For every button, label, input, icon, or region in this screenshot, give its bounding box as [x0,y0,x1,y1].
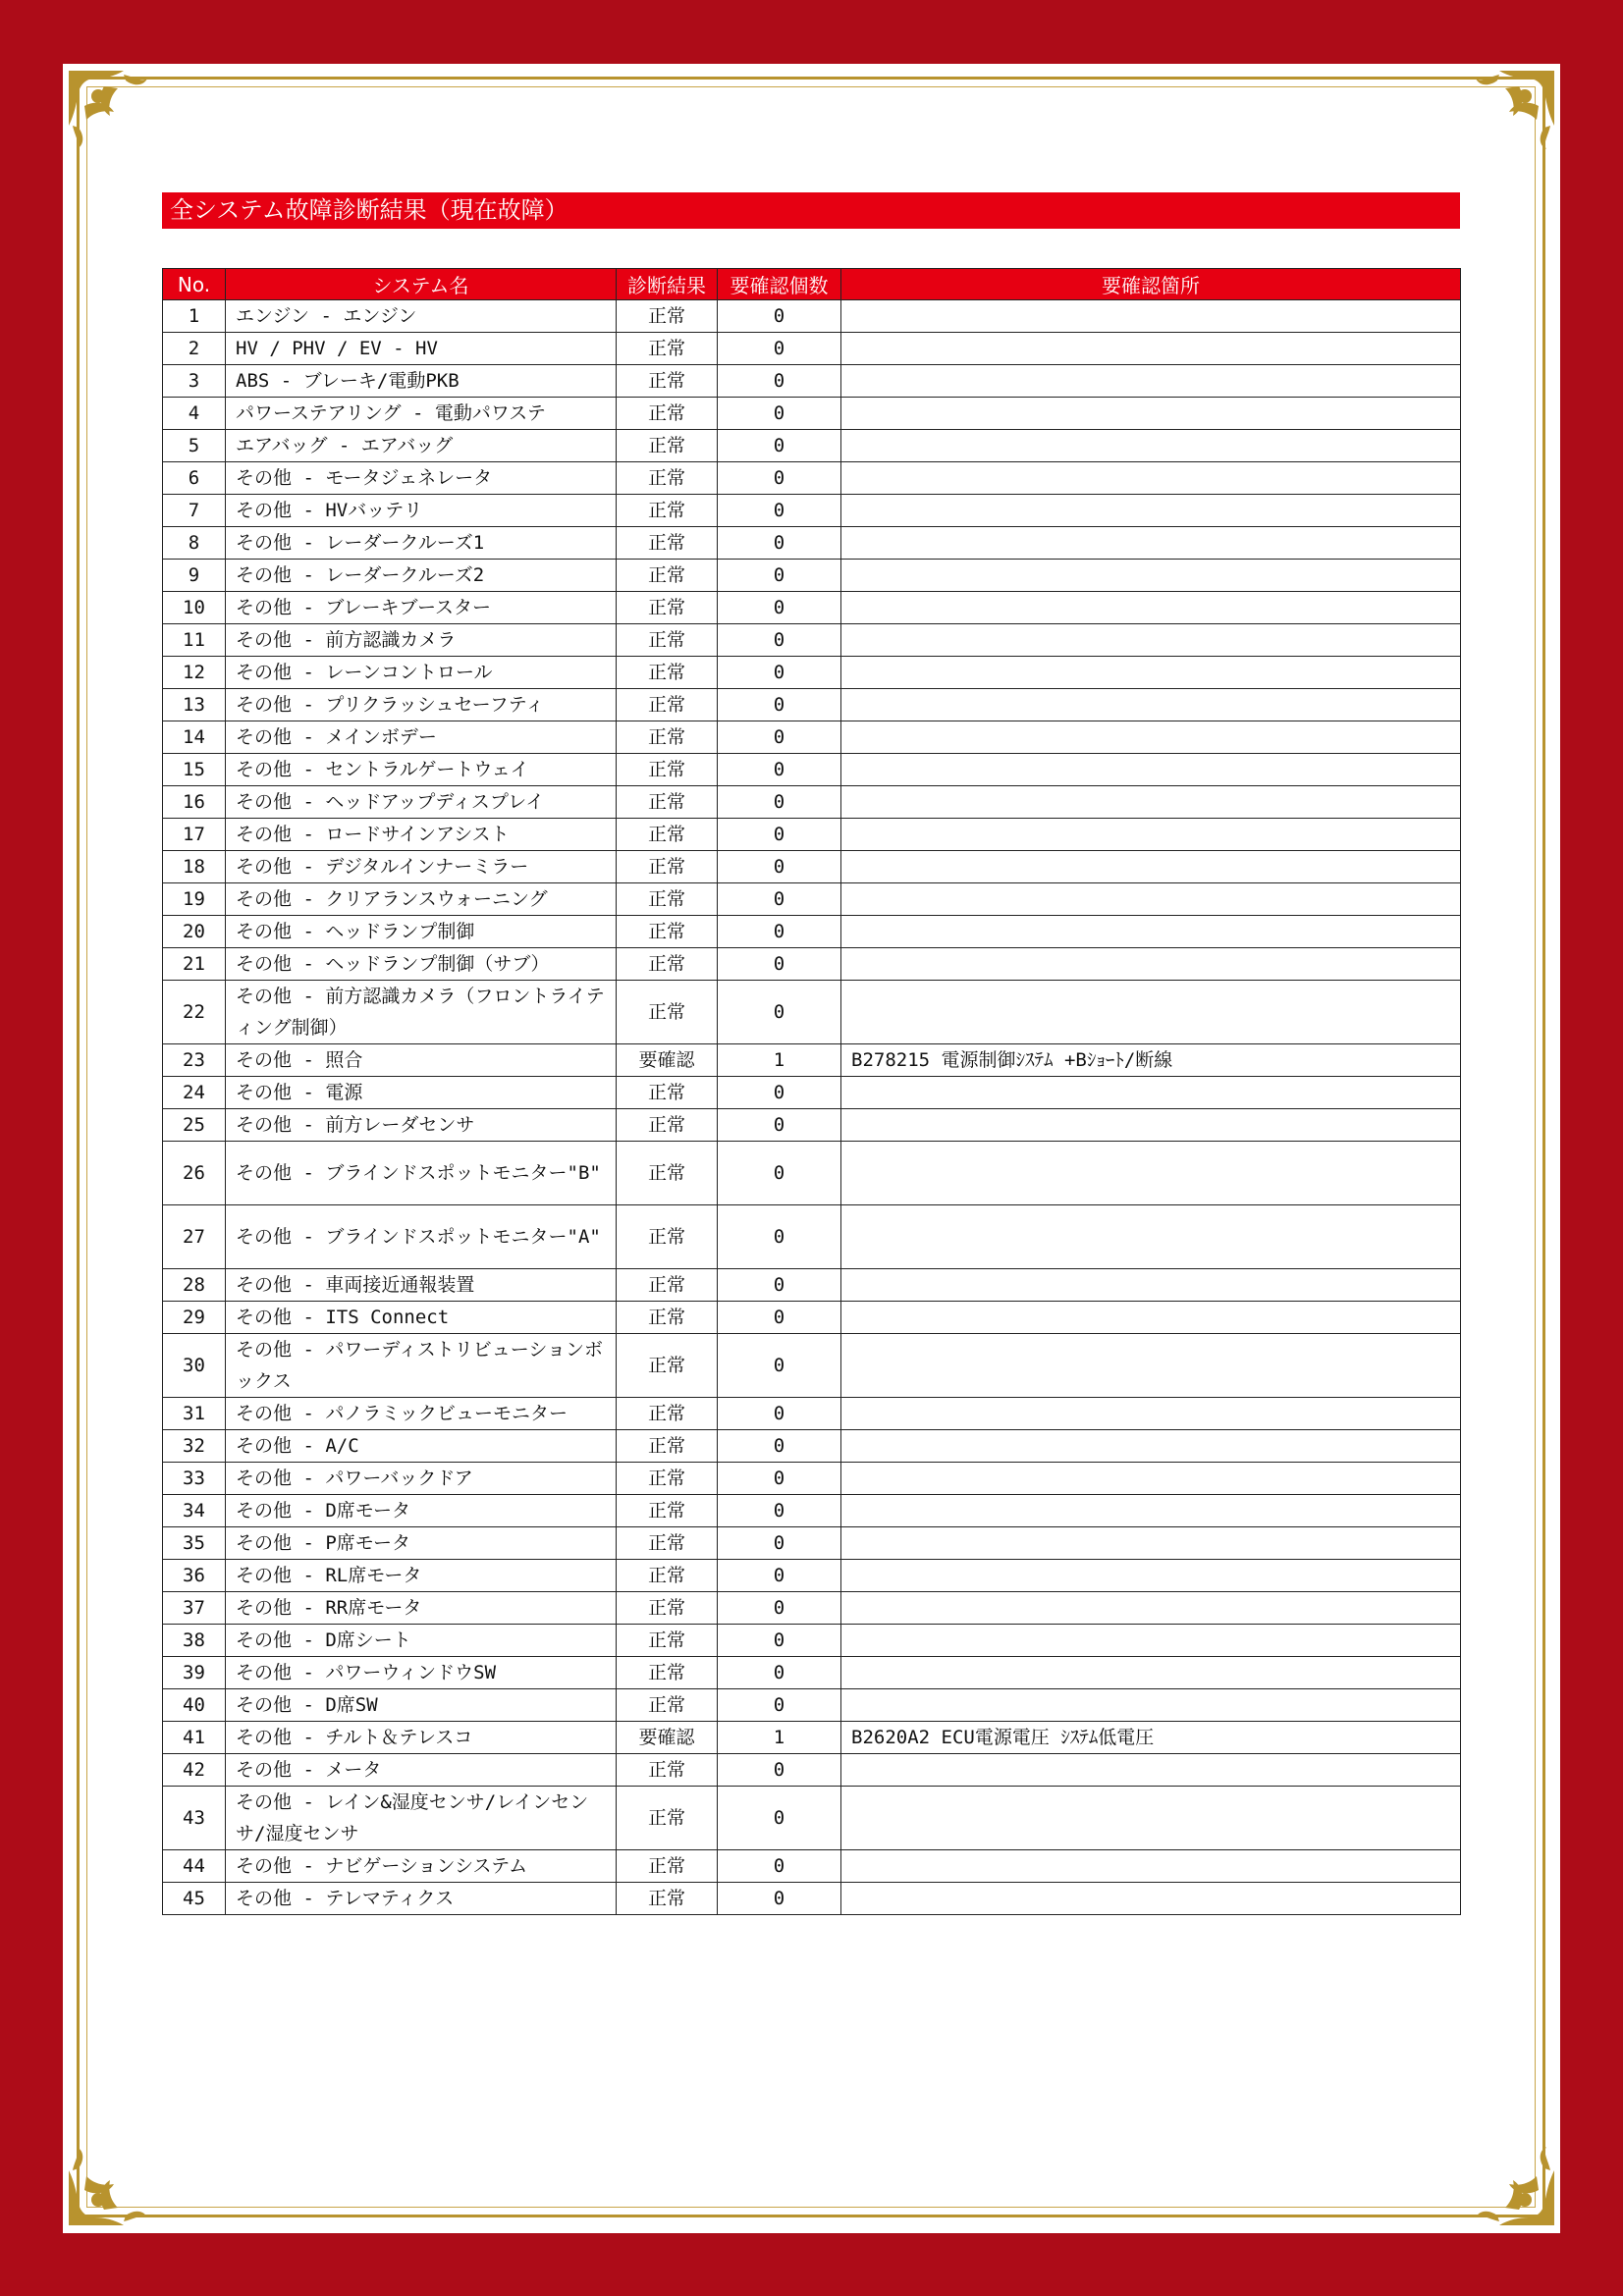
row-number: 39 [163,1657,226,1689]
check-count: 0 [718,592,841,624]
system-name: その他 - 照合 [226,1044,617,1077]
check-detail [841,1495,1461,1527]
check-count: 0 [718,1142,841,1205]
check-detail [841,1205,1461,1269]
check-detail [841,1787,1461,1850]
system-name: その他 - ブレーキブースター [226,592,617,624]
table-body [163,300,1461,1915]
diagnosis-result: 正常 [617,1527,718,1560]
system-name: その他 - 前方認識カメラ [226,624,617,657]
row-number: 14 [163,721,226,754]
check-count: 0 [718,1495,841,1527]
table-row [163,300,1461,333]
table-row [163,721,1461,754]
table-row [163,754,1461,786]
check-detail [841,1334,1461,1398]
system-name: その他 - テレマティクス [226,1883,617,1915]
system-name: その他 - ヘッドランプ制御（サブ） [226,948,617,981]
diagnosis-result: 正常 [617,1850,718,1883]
column-header-no: No. [163,269,226,300]
diagnosis-result: 正常 [617,1142,718,1205]
check-detail [841,365,1461,398]
diagnosis-result: 正常 [617,689,718,721]
check-detail [841,462,1461,495]
row-number: 34 [163,1495,226,1527]
row-number: 3 [163,365,226,398]
system-name: その他 - ブラインドスポットモニター"B" [226,1142,617,1205]
row-number: 36 [163,1560,226,1592]
diagnosis-result: 正常 [617,1787,718,1850]
diagnosis-result: 正常 [617,592,718,624]
table-row [163,1527,1461,1560]
system-name: その他 - メータ [226,1754,617,1787]
row-number: 42 [163,1754,226,1787]
diagnosis-result: 正常 [617,1398,718,1430]
system-name: その他 - レーダークルーズ2 [226,560,617,592]
table-row [163,851,1461,883]
check-detail [841,851,1461,883]
check-count: 0 [718,1109,841,1142]
check-count: 0 [718,916,841,948]
table-row [163,1592,1461,1625]
check-count: 0 [718,721,841,754]
check-count: 0 [718,948,841,981]
table-row [163,560,1461,592]
check-detail [841,754,1461,786]
table-row [163,689,1461,721]
check-detail [841,786,1461,819]
diagnosis-result: 正常 [617,1334,718,1398]
system-name: その他 - D席モータ [226,1495,617,1527]
check-count: 0 [718,754,841,786]
diagnosis-result: 正常 [617,981,718,1044]
system-name: その他 - RR席モータ [226,1592,617,1625]
system-name: その他 - ITS Connect [226,1302,617,1334]
diagnosis-result: 正常 [617,365,718,398]
system-name: その他 - プリクラッシュセーフティ [226,689,617,721]
ornament-corner-icon [65,2136,158,2229]
check-count: 0 [718,1527,841,1560]
row-number: 8 [163,527,226,560]
check-count: 0 [718,333,841,365]
diagnosis-result: 正常 [617,333,718,365]
system-name: その他 - D席シート [226,1625,617,1657]
table-row [163,1657,1461,1689]
row-number: 6 [163,462,226,495]
diagnosis-result: 正常 [617,1495,718,1527]
row-number: 43 [163,1787,226,1850]
row-number: 24 [163,1077,226,1109]
table-row [163,1495,1461,1527]
system-name: その他 - パワーウィンドウSW [226,1657,617,1689]
row-number: 16 [163,786,226,819]
check-count: 0 [718,624,841,657]
check-detail [841,1657,1461,1689]
check-count: 0 [718,689,841,721]
diagnosis-result: 正常 [617,1205,718,1269]
table-row [163,1463,1461,1495]
ornament-corner-icon [1465,67,1558,160]
diagnosis-result: 正常 [617,916,718,948]
system-name: その他 - レーンコントロール [226,657,617,689]
diagnosis-result: 正常 [617,1592,718,1625]
row-number: 5 [163,430,226,462]
diagnosis-result: 正常 [617,1883,718,1915]
check-count: 0 [718,1430,841,1463]
table-row [163,365,1461,398]
system-name: その他 - 車両接近通報装置 [226,1269,617,1302]
check-detail [841,333,1461,365]
system-name: その他 - ナビゲーションシステム [226,1850,617,1883]
row-number: 32 [163,1430,226,1463]
check-count: 0 [718,1334,841,1398]
system-name: その他 - ヘッドアップディスプレイ [226,786,617,819]
check-count: 0 [718,527,841,560]
check-count: 0 [718,1398,841,1430]
row-number: 4 [163,398,226,430]
column-header-system: システム名 [226,269,617,300]
table-row [163,333,1461,365]
table-row [163,495,1461,527]
check-count: 1 [718,1044,841,1077]
table-row [163,1722,1461,1754]
row-number: 35 [163,1527,226,1560]
row-number: 44 [163,1850,226,1883]
check-detail [841,1850,1461,1883]
table-header-row [163,269,1461,300]
diagnosis-result: 正常 [617,462,718,495]
check-count: 0 [718,851,841,883]
row-number: 1 [163,300,226,333]
table-row [163,592,1461,624]
check-detail: B2620A2 ECU電源電圧 ｼｽﾃﾑ低電圧 [841,1722,1461,1754]
system-name: パワーステアリング - 電動パワステ [226,398,617,430]
row-number: 10 [163,592,226,624]
column-header-count: 要確認個数 [718,269,841,300]
system-name: その他 - クリアランスウォーニング [226,883,617,916]
system-name: その他 - メインボデー [226,721,617,754]
check-detail [841,430,1461,462]
check-detail [841,560,1461,592]
table-row [163,1142,1461,1205]
check-detail [841,592,1461,624]
system-name: エンジン - エンジン [226,300,617,333]
system-name: その他 - レーダークルーズ1 [226,527,617,560]
table-row [163,1269,1461,1302]
check-detail [841,1302,1461,1334]
check-count: 0 [718,1269,841,1302]
ornament-corner-icon [1465,2136,1558,2229]
table-row [163,1787,1461,1850]
diagnosis-result: 正常 [617,657,718,689]
table-row [163,1334,1461,1398]
row-number: 18 [163,851,226,883]
check-count: 0 [718,657,841,689]
row-number: 11 [163,624,226,657]
row-number: 17 [163,819,226,851]
diagnosis-result: 正常 [617,1109,718,1142]
diagnosis-result: 正常 [617,1430,718,1463]
table-row [163,1625,1461,1657]
check-detail [841,657,1461,689]
check-detail [841,1398,1461,1430]
check-detail [841,883,1461,916]
table-row [163,1850,1461,1883]
system-name: エアバッグ - エアバッグ [226,430,617,462]
diagnosis-result: 正常 [617,560,718,592]
system-name: その他 - ブラインドスポットモニター"A" [226,1205,617,1269]
row-number: 38 [163,1625,226,1657]
check-count: 0 [718,786,841,819]
diagnosis-result: 要確認 [617,1044,718,1077]
diagnosis-result: 正常 [617,1560,718,1592]
table-row [163,1754,1461,1787]
check-count: 0 [718,462,841,495]
diagnosis-result: 正常 [617,851,718,883]
check-count: 0 [718,398,841,430]
system-name: その他 - P席モータ [226,1527,617,1560]
diagnosis-result: 正常 [617,754,718,786]
diagnosis-result: 正常 [617,495,718,527]
table-row [163,1109,1461,1142]
check-count: 1 [718,1722,841,1754]
check-detail [841,1527,1461,1560]
check-count: 0 [718,560,841,592]
system-name: その他 - パワーバックドア [226,1463,617,1495]
check-detail [841,1754,1461,1787]
diagnosis-result: 正常 [617,1302,718,1334]
system-name: その他 - A/C [226,1430,617,1463]
row-number: 41 [163,1722,226,1754]
system-name: その他 - HVバッテリ [226,495,617,527]
diagnosis-result: 正常 [617,300,718,333]
row-number: 25 [163,1109,226,1142]
diagnosis-result: 正常 [617,819,718,851]
check-count: 0 [718,1754,841,1787]
check-detail [841,300,1461,333]
diagnosis-result: 正常 [617,1463,718,1495]
check-count: 0 [718,1657,841,1689]
system-name: その他 - チルト＆テレスコ [226,1722,617,1754]
diagnosis-result: 正常 [617,398,718,430]
check-detail [841,1560,1461,1592]
check-count: 0 [718,883,841,916]
table-row [163,819,1461,851]
table-row [163,1302,1461,1334]
row-number: 22 [163,981,226,1044]
system-name: その他 - パノラミックビューモニター [226,1398,617,1430]
check-count: 0 [718,1077,841,1109]
diagnosis-result: 正常 [617,1689,718,1722]
diagnosis-result: 正常 [617,1625,718,1657]
system-name: その他 - 前方レーダセンサ [226,1109,617,1142]
system-name: その他 - RL席モータ [226,1560,617,1592]
system-name: その他 - レイン&湿度センサ/レインセンサ/湿度センサ [226,1787,617,1850]
row-number: 9 [163,560,226,592]
row-number: 45 [163,1883,226,1915]
section-title: 全システム故障診断結果（現在故障） [162,192,1460,229]
row-number: 30 [163,1334,226,1398]
check-detail [841,624,1461,657]
check-count: 0 [718,1689,841,1722]
diagnosis-result: 正常 [617,1077,718,1109]
system-name: その他 - デジタルインナーミラー [226,851,617,883]
system-name: その他 - 前方認識カメラ（フロントライティング制御） [226,981,617,1044]
row-number: 23 [163,1044,226,1077]
table-row [163,786,1461,819]
table-row [163,1560,1461,1592]
row-number: 37 [163,1592,226,1625]
system-name: その他 - D席SW [226,1689,617,1722]
row-number: 31 [163,1398,226,1430]
system-name: その他 - ロードサインアシスト [226,819,617,851]
row-number: 2 [163,333,226,365]
row-number: 20 [163,916,226,948]
check-detail [841,916,1461,948]
diagnosis-result: 正常 [617,527,718,560]
table-row [163,916,1461,948]
table-row [163,1205,1461,1269]
check-count: 0 [718,430,841,462]
table-row [163,1077,1461,1109]
diagnosis-result: 正常 [617,883,718,916]
row-number: 40 [163,1689,226,1722]
check-detail [841,1269,1461,1302]
table-row [163,1044,1461,1077]
row-number: 12 [163,657,226,689]
check-count: 0 [718,300,841,333]
table-row [163,948,1461,981]
diagnosis-result: 正常 [617,624,718,657]
system-name: その他 - 電源 [226,1077,617,1109]
column-header-detail: 要確認箇所 [841,269,1461,300]
check-detail: B278215 電源制御ｼｽﾃﾑ +Bｼｮｰﾄ/断線 [841,1044,1461,1077]
check-detail [841,1077,1461,1109]
check-count: 0 [718,1463,841,1495]
table-row [163,624,1461,657]
table-row [163,981,1461,1044]
diagnosis-result: 正常 [617,1269,718,1302]
diagnosis-result: 正常 [617,948,718,981]
diagnosis-result: 正常 [617,786,718,819]
table-row [163,1398,1461,1430]
system-name: その他 - モータジェネレータ [226,462,617,495]
column-header-result: 診断結果 [617,269,718,300]
row-number: 7 [163,495,226,527]
system-name: HV / PHV / EV - HV [226,333,617,365]
check-detail [841,1689,1461,1722]
check-count: 0 [718,1592,841,1625]
check-detail [841,819,1461,851]
table-row [163,1689,1461,1722]
check-count: 0 [718,365,841,398]
check-detail [841,1625,1461,1657]
row-number: 33 [163,1463,226,1495]
system-name: その他 - パワーディストリビューションボックス [226,1334,617,1398]
system-name: ABS - ブレーキ/電動PKB [226,365,617,398]
ornament-corner-icon [65,67,158,160]
check-count: 0 [718,819,841,851]
check-detail [841,1109,1461,1142]
table-row [163,398,1461,430]
check-count: 0 [718,1302,841,1334]
table-row [163,1883,1461,1915]
check-detail [841,1430,1461,1463]
check-detail [841,398,1461,430]
row-number: 13 [163,689,226,721]
check-count: 0 [718,1625,841,1657]
table-row [163,883,1461,916]
row-number: 26 [163,1142,226,1205]
table-row [163,430,1461,462]
diagnosis-table [162,268,1461,1915]
diagnosis-result: 正常 [617,721,718,754]
check-detail [841,948,1461,981]
table-row [163,1430,1461,1463]
check-detail [841,1463,1461,1495]
check-detail [841,1142,1461,1205]
check-detail [841,1883,1461,1915]
row-number: 28 [163,1269,226,1302]
system-name: その他 - ヘッドランプ制御 [226,916,617,948]
row-number: 19 [163,883,226,916]
check-count: 0 [718,1883,841,1915]
check-detail [841,1592,1461,1625]
diagnosis-result: 正常 [617,1657,718,1689]
diagnosis-result: 正常 [617,1754,718,1787]
check-detail [841,495,1461,527]
check-detail [841,689,1461,721]
table-row [163,527,1461,560]
row-number: 29 [163,1302,226,1334]
row-number: 21 [163,948,226,981]
check-count: 0 [718,981,841,1044]
check-detail [841,981,1461,1044]
row-number: 27 [163,1205,226,1269]
check-count: 0 [718,1205,841,1269]
check-detail [841,527,1461,560]
check-count: 0 [718,1850,841,1883]
check-count: 0 [718,1787,841,1850]
diagnosis-result: 正常 [617,430,718,462]
system-name: その他 - セントラルゲートウェイ [226,754,617,786]
row-number: 15 [163,754,226,786]
table-row [163,462,1461,495]
check-detail [841,721,1461,754]
check-count: 0 [718,495,841,527]
table-row [163,657,1461,689]
check-count: 0 [718,1560,841,1592]
diagnosis-result: 要確認 [617,1722,718,1754]
